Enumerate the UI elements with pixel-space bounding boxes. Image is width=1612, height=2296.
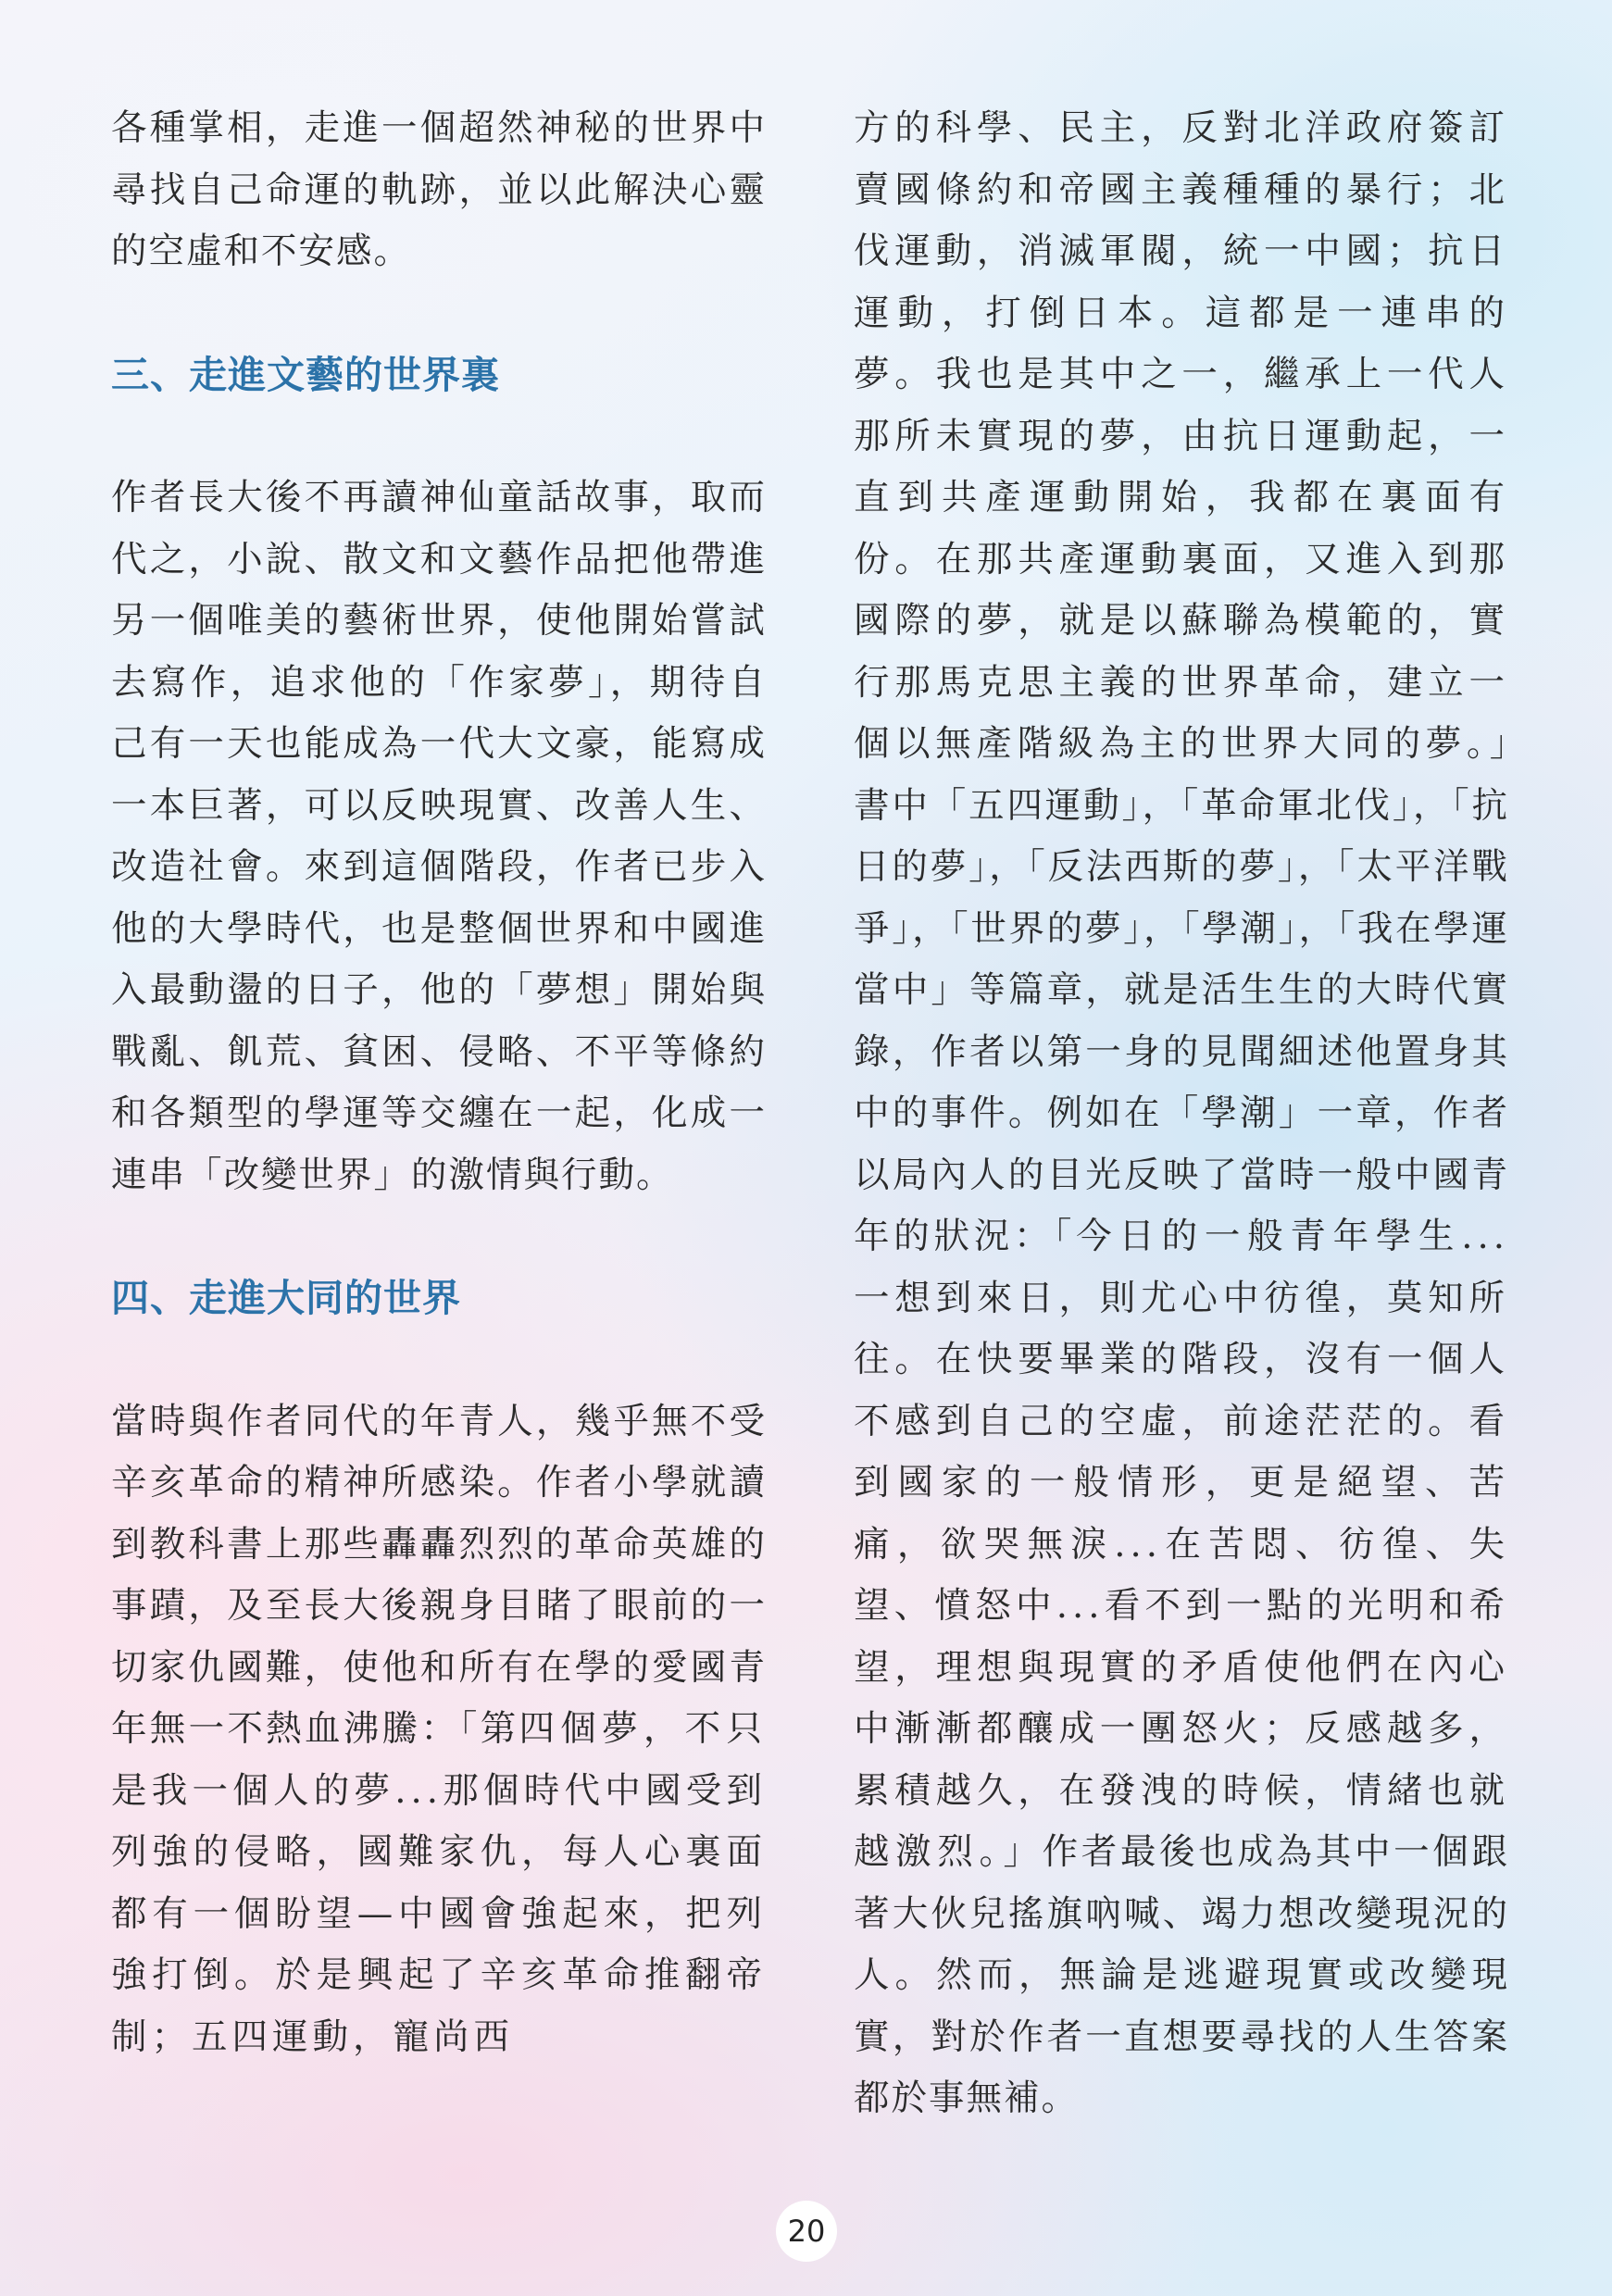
section-heading-three: 三、走進文藝的世界裏 [111,352,500,397]
paragraph-palmistry: 各種掌相，走進一個超然神秘的世界中尋找自己命運的軌跡，並以此解決心靈的空虛和不安感。 [111,107,767,272]
left-column [111,98,767,2068]
quoted-text: 方的科學、民主，反對北洋政府簽訂賣國條約和帝國主義種種的暴行；北伐運動，消滅軍閥，統一中國；抗日運動，打倒日本。這都是一連串的夢。我也是其中之一，繼承上一代人那所未實現的夢，由抗日運動起，一直到共產運動開始，我都在裏面有份。在那共產運動裏面，又進入到那國際的夢，就是以蘇聯為模範的，實行那馬克思主義的世界革命，建立一個以無產階級為主的世界大同的夢。 [854,107,1509,765]
paragraph-utopia-world [111,1391,767,2069]
quoted-text: 今日的一般青年學生...一想到來日，則尤心中彷徨，莫知所往。在快要畢業的階段，沒有一個人不感到自己的空虛，前途茫茫的。看到國家的一般情形，更是絕望、苦痛，欲哭無淚...在苦悶、彷徨、失望、憤怒中...看不到一點的光明和希望，理想與現實的矛盾使他們在內心中漸漸都釀成一團怒火；反感越多，累積越久，在發洩的時候，情緒也就越激烈。 [854,1216,1509,1873]
paragraph-text: 」書中「五四運動」，「革命軍北伐」，「抗日的夢」，「反法西斯的夢」，「太平洋戰爭」，「世界的夢」，「學潮」，「我在學運當中」等篇章，就是活生生的大時代實錄，作者以第一身的見聞細述他置身其中的事件。例如在「學潮」一章，作者以局內人的目光反映了當時一般中國青年的狀況：「 [854,723,1509,1257]
paragraph-text: 」作者最後也成為其中一個跟著大伙兒搖旗吶喊、竭力想改變現況的人。然而，無論是逃避現實或改變現實，對於作者一直想要尋找的人生答案都於事無補。 [854,1831,1509,2119]
paragraph-dream-continuation [854,98,1509,2130]
section-heading-four: 四、走進大同的世界 [111,1276,461,1320]
quoted-text: 四個夢，不只是我一個人的夢...那個時代中國受到列強的侵略，國難家仇，每人心裏面都有一個盼望—中國會強起來，把列強打倒。於是興起了辛亥革命推翻帝制；五四運動，寵尚西 [111,1708,767,2058]
paragraph-literary-world: 作者長大後不再讀神仙童話故事，取而代之，小說、散文和文藝作品把他帶進另一個唯美的藝術世界，使他開始嘗試去寫作，追求他的「作家夢」，期待自己有一天也能成為一代大文豪，能寫成一本巨著，可以反映現實、改善人生、改造社會。來到這個階段，作者已步入他的大學時代，也是整個世界和中國進入最動盪的日子，他的「夢想」開始與戰亂、飢荒、貧困、侵略、不平等條約和各類型的學運等交纏在一起，化成一連串「改變世界」的激情與行動。 [111,477,767,1196]
right-column [854,98,1509,2130]
paragraph-text: 當時與作者同代的年青人，幾乎無不受辛亥革命的精神所感染。作者小學就讀到教科書上那些轟轟烈烈的革命英雄的事蹟，及至長大後親身目睹了眼前的一切家仇國難，使他和所有在學的愛國青年無一不熱血沸騰：「第 [111,1400,767,1750]
page-number: 20 [776,2201,837,2262]
